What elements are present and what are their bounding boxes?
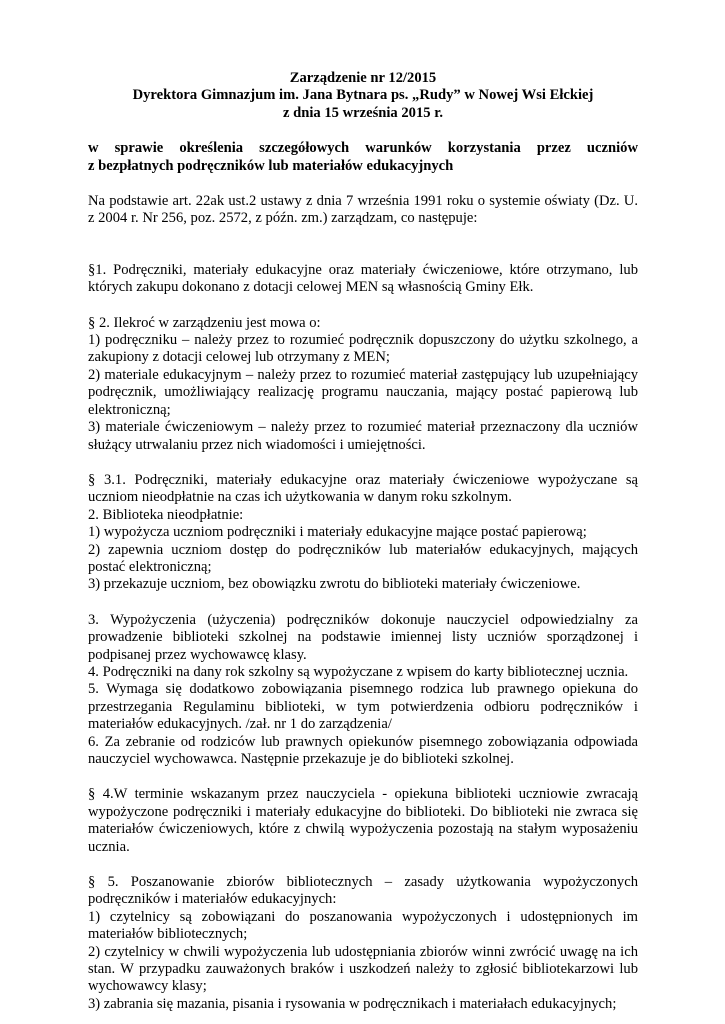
- section-1: §1. Podręczniki, materiały edukacyjne oraz materiały ćwiczeniowe, które otrzymano, lub których zakupu dokonano z dotacji celowej MEN są własnością Gminy Ełk.: [88, 261, 638, 296]
- section-3-point-5: 5. Wymaga się dodatkowo zobowiązania pisemnego rodzica lub prawnego opiekuna do przestrzegania Regulaminu biblioteki, w tym potwierdzenia odbioru podręczników i materiałów edukacyjnych. /zał. nr 1 do zarządzenia/: [88, 681, 638, 733]
- section-2-intro: § 2. Ilekroć w zarządzeniu jest mowa o:: [88, 314, 321, 331]
- section-3-point-3: 3. Wypożyczenia (użyczenia) podręczników dokonuje nauczyciel odpowiedzialny za prowadzenie biblioteki szkolnej na podstawie imiennej listy uczniów sporządzonej i podpisanej przez wychowawcę klasy.: [88, 611, 638, 663]
- section-2-item-2: 2) materiale edukacyjnym – należy przez to rozumieć materiał zastępujący lub uzupełniający podręcznik, umożliwiający realizację programu nauczania, mający postać papierową lub elektroniczną;: [88, 366, 638, 418]
- section-3: [88, 472, 638, 769]
- section-3-point-4: 4. Podręczniki na dany rok szkolny są wypożyczane z wpisem do karty bibliotecznej ucznia.: [88, 663, 629, 680]
- section-2-item-3: 3) materiale ćwiczeniowym – należy przez to rozumieć materiał przeznaczony dla uczniów służący utrwalaniu przez nich wiadomości i umiejętności.: [88, 419, 638, 453]
- section-2: [88, 315, 638, 454]
- subject-line-2: z bezpłatnych podręczników lub materiałów edukacyjnych: [88, 157, 454, 174]
- section-3-point-6: 6. Za zebranie od rodziców lub prawnych opiekunów pisemnego zobowiązania odpowiada nauczyciel wychowawca. Następnie przekazuje je do biblioteki szkolnej.: [88, 733, 638, 767]
- section-3-point-2-item-2: 2) zapewnia uczniom dostęp do podręczników lub materiałów edukacyjnych, mających postać elektroniczną;: [88, 541, 638, 575]
- ordinance-date: z dnia 15 września 2015 r.: [283, 104, 443, 121]
- section-3-point-2: 2. Biblioteka nieodpłatnie:: [88, 506, 244, 523]
- section-3-point-2-item-1: 1) wypożycza uczniom podręczniki i materiały edukacyjne mające postać papierową;: [88, 524, 587, 541]
- ordinance-number: Zarządzenie nr 12/2015: [289, 70, 437, 86]
- ordinance-issuer: Dyrektora Gimnazjum im. Jana Bytnara ps. „Rudy” w Nowej Wsi Ełckiej: [132, 87, 594, 104]
- section-3-point-2-item-3: 3) przekazuje uczniom, bez obowiązku zwrotu do biblioteki materiały ćwiczeniowe.: [88, 576, 581, 593]
- ordinance-subject: [88, 140, 638, 175]
- document-page: [88, 70, 638, 1013]
- section-5-item-1: 1) czytelnicy są zobowiązani do poszanowania wypożyczonych i udostępnionych im materiałów bibliotecznych;: [88, 908, 638, 943]
- document-header: [88, 70, 638, 122]
- section-5: [88, 874, 638, 1013]
- section-5-item-3: 3) zabrania się mazania, pisania i rysowania w podręcznikach i materiałach edukacyjnych;: [88, 995, 617, 1012]
- section-3-point-1: § 3.1. Podręczniki, materiały edukacyjne oraz materiały ćwiczeniowe wypożyczane są uczniom nieodpłatnie na czas ich użytkowania w danym roku szkolnym.: [88, 471, 638, 506]
- section-4: § 4.W terminie wskazanym przez nauczyciela - opiekuna biblioteki uczniowie zwracają wypożyczone podręczniki i materiały edukacyjne do biblioteki. Do biblioteki nie zwraca się materiałów ćwiczeniowych, które z chwilą wypożyczenia pozostają na stałym wyposażeniu ucznia.: [88, 786, 638, 855]
- subject-line-1: w sprawie określenia szczegółowych warunków korzystania przez uczniów: [88, 140, 638, 157]
- section-2-item-1: 1) podręczniku – należy przez to rozumieć podręcznik dopuszczony do użytku szkolnego, a zakupiony z dotacji celowej lub otrzymany z MEN;: [88, 332, 638, 366]
- legal-basis: Na podstawie art. 22ak ust.2 ustawy z dnia 7 września 1991 roku o systemie oświaty (Dz. U. z 2004 r. Nr 256, poz. 2572, z późn. zm.) zarządzam, co następuje:: [88, 193, 638, 227]
- section-5-item-2: 2) czytelnicy w chwili wypożyczenia lub udostępniania zbiorów winni zwrócić uwagę na ich stan. W przypadku zauważonych braków i uszkodzeń należy to zgłosić bibliotekarzowi lub wychowawcy klasy;: [88, 943, 638, 995]
- section-5-intro: § 5. Poszanowanie zbiorów bibliotecznych – zasady użytkowania wypożyczonych podręczników i materiałów edukacyjnych:: [88, 874, 638, 908]
